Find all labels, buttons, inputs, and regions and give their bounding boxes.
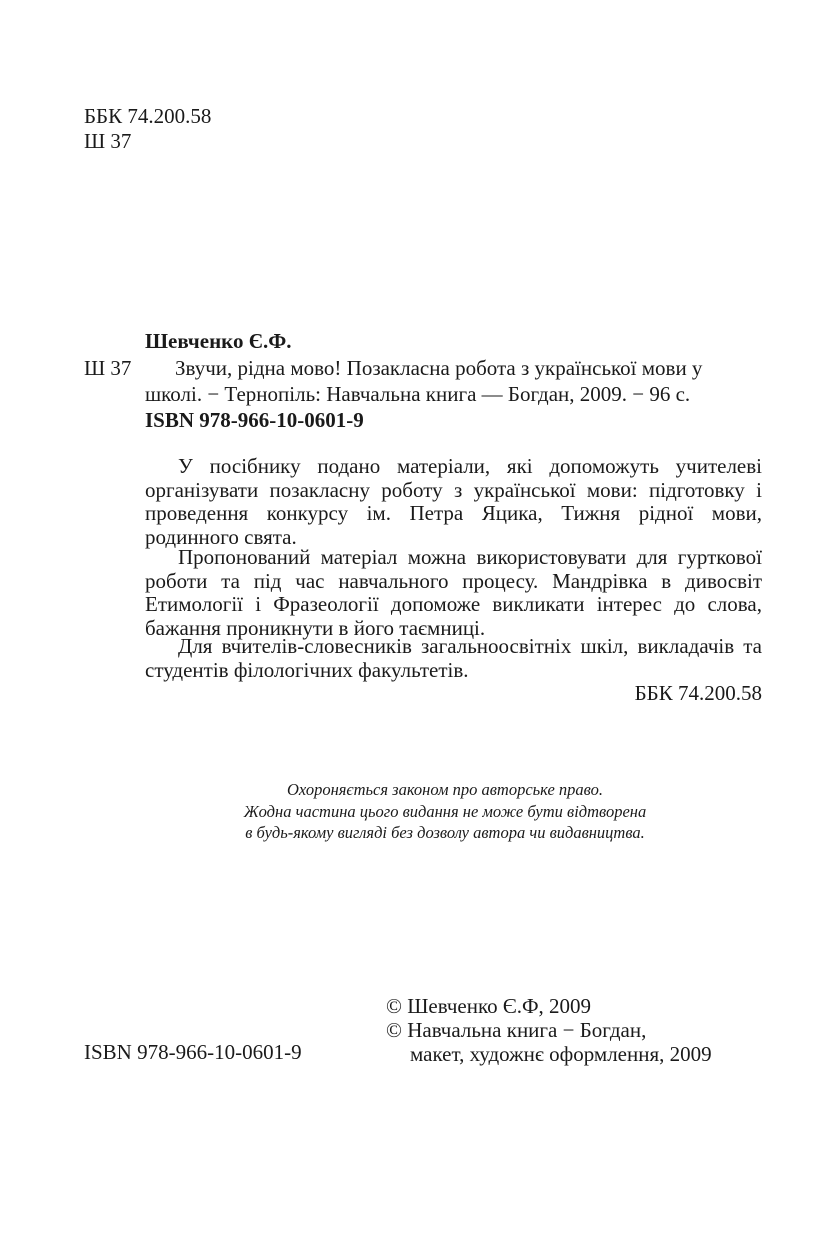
- annotation-bbk: ББК 74.200.58: [634, 681, 762, 705]
- header-shelf-code: Ш 37: [84, 129, 132, 153]
- copyright-notice: [160, 779, 730, 844]
- book-title-line-1: Звучи, рідна мово! Позакласна робота з української мови у: [175, 356, 703, 380]
- copyright-publisher: © Навчальна книга − Богдан,: [386, 1018, 647, 1042]
- annotation-paragraph-3: Для вчителів-словесників загальноосвітніх шкіл, викладачів та студентів філологічних факультетів.: [145, 634, 762, 682]
- author-name: Шевченко Є.Ф.: [145, 329, 292, 353]
- copyright-notice-line-2: Жодна частина цього видання не може бути відтворена: [243, 801, 647, 821]
- copyright-author: © Шевченко Є.Ф, 2009: [386, 994, 592, 1018]
- copyright-notice-line-3: в будь-якому вигляді без дозволу автора чи видавництва.: [245, 823, 645, 842]
- footer-isbn: ISBN 978-966-10-0601-9: [84, 1040, 302, 1064]
- catalog-shelf-code: Ш 37: [84, 356, 132, 380]
- copyright-notice-line-1: Охороняється законом про авторське право.: [286, 780, 604, 799]
- annotation-paragraph-2: Пропонований матеріал можна використовувати для гурткової роботи та під час навчального процесу. Мандрівка в дивосвіт Етимології і Фразеології допоможе викликати інтерес до слова, бажання проникнути в його таємниці.: [145, 545, 762, 640]
- copyright-design: макет, художнє оформлення, 2009: [410, 1042, 712, 1066]
- book-title-line-2: школі. − Тернопіль: Навчальна книга — Богдан, 2009. − 96 с.: [145, 382, 691, 406]
- annotation-paragraph-1: У посібнику подано матеріали, які допоможуть учителеві організувати позакласну роботу з української мови: підготовку і проведення конкурсу ім. Петра Яцика, Тижня рідної мови, родинного свята.: [145, 454, 762, 549]
- catalog-isbn: ISBN 978-966-10-0601-9: [145, 408, 364, 432]
- header-bbk: ББК 74.200.58: [84, 104, 212, 128]
